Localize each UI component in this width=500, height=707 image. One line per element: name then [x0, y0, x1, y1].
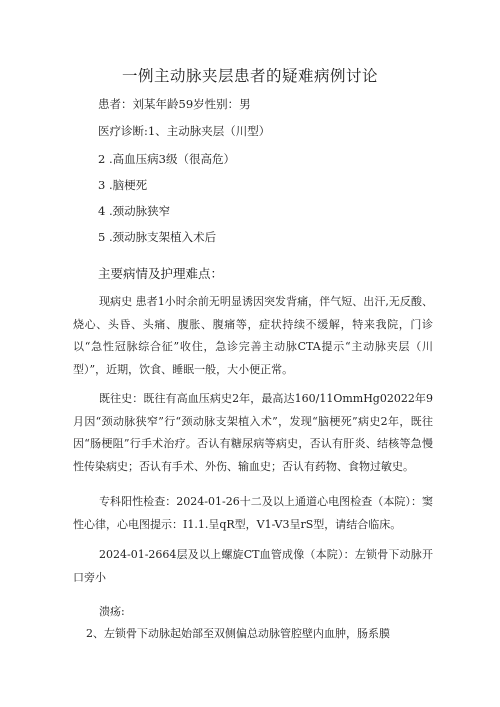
present-history-paragraph: 现病史 患者1小时余前无明显诱因突发背痛，伴气短、出汗,无反酸、烧心、头昏、头痛、腹胀、腹痛等，症状持续不缓解，特来我院，门诊以“急性冠脉综合征”收住，急诊完善主动脉CTA提示“主动脉夹层（川型）”，近期，饮食、睡眠一般，大小便正常。 [73, 295, 433, 376]
diagnosis-item: 2 .高血压病3级（很高危） [98, 152, 235, 166]
patient-info: 患者：刘某年龄59岁性别：男 [98, 97, 251, 111]
diagnosis-item: 5 .颈动脉支架植入术后 [98, 230, 217, 244]
diagnosis-item: 4 .颈动脉狭窄 [98, 204, 171, 218]
finding-line: 2、左锁骨下动脉起始部至双侧偏总动脉管腔壁内血肿，肠系膜 [86, 627, 390, 640]
positive-exam-paragraph: 专科阳性检查：2024-01-26十二及以上通道心电图检查（本院）：窦性心律，心电图提示：I1.1.呈qR型，V1-V3呈rS型，请结合临床。 [73, 495, 433, 531]
diagnosis-item: 3 .脑梗死 [98, 178, 148, 192]
document-title: 一例主动脉夹层患者的疑难病例讨论 [121, 67, 378, 85]
ulcer-label: 溃疡: [99, 605, 125, 618]
ct-exam-paragraph: 2024-01-2664层及以上螺旋CT血管成像（本院）：左锁骨下动脉开口旁小 [73, 548, 433, 584]
past-history-paragraph: 既往史：既往有高血压病史2年，最高达160/11OmmHg02022年9月因“颈动脉狭窄”行“颈动脉支架植入术”，发现“脑梗死”病史2年，既往因“肠梗阻”行手术治疗。否认有糖尿病等病史，否认有肝炎、结核等急慢性传染病史；否认有手术、外伤、输血史；否认有药物、食物过敏史。 [73, 392, 433, 473]
section-heading: 主要病情及护理难点： [98, 266, 224, 281]
diagnosis-line: 医疗诊断:1、主动脉夹层（川型） [98, 124, 271, 138]
